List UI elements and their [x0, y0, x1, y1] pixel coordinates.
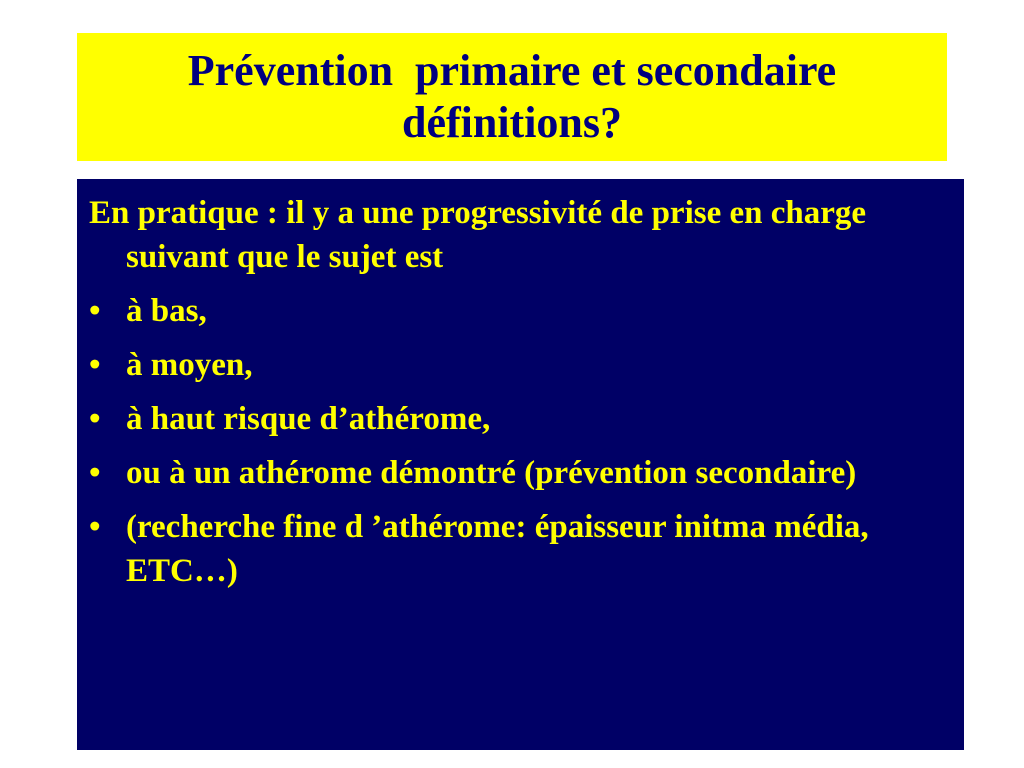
bullet-item-low-risk	[89, 289, 924, 333]
intro-text: En pratique : il y a une progressivité de prise en charge suivant que le sujet est	[89, 195, 867, 275]
bullet-item-medium-risk	[89, 343, 924, 387]
bullet-list	[89, 289, 924, 593]
bullet-text: à haut risque d’athérome,	[126, 401, 491, 437]
bullet-icon: •	[89, 347, 101, 383]
bullet-item-demonstrated-atheroma	[89, 451, 924, 495]
bullet-item-fine-search	[89, 505, 924, 593]
bullet-text: ou à un athérome démontré (prévention secondaire)	[126, 455, 857, 491]
bullet-text: (recherche fine d ’athérome: épaisseur initma média, ETC…)	[126, 509, 869, 589]
slide-title-box	[77, 33, 947, 161]
slide-content-box	[77, 179, 964, 750]
bullet-icon: •	[89, 293, 101, 329]
slide-title-line-1: Prévention primaire et secondaire	[187, 46, 837, 95]
bullet-icon: •	[89, 455, 101, 491]
bullet-icon: •	[89, 401, 101, 437]
bullet-icon: •	[89, 509, 101, 545]
bullet-text: à moyen,	[126, 347, 253, 383]
slide-title-line-2: définitions?	[401, 98, 623, 147]
bullet-item-high-risk	[89, 397, 924, 441]
bullet-text: à bas,	[126, 293, 207, 329]
